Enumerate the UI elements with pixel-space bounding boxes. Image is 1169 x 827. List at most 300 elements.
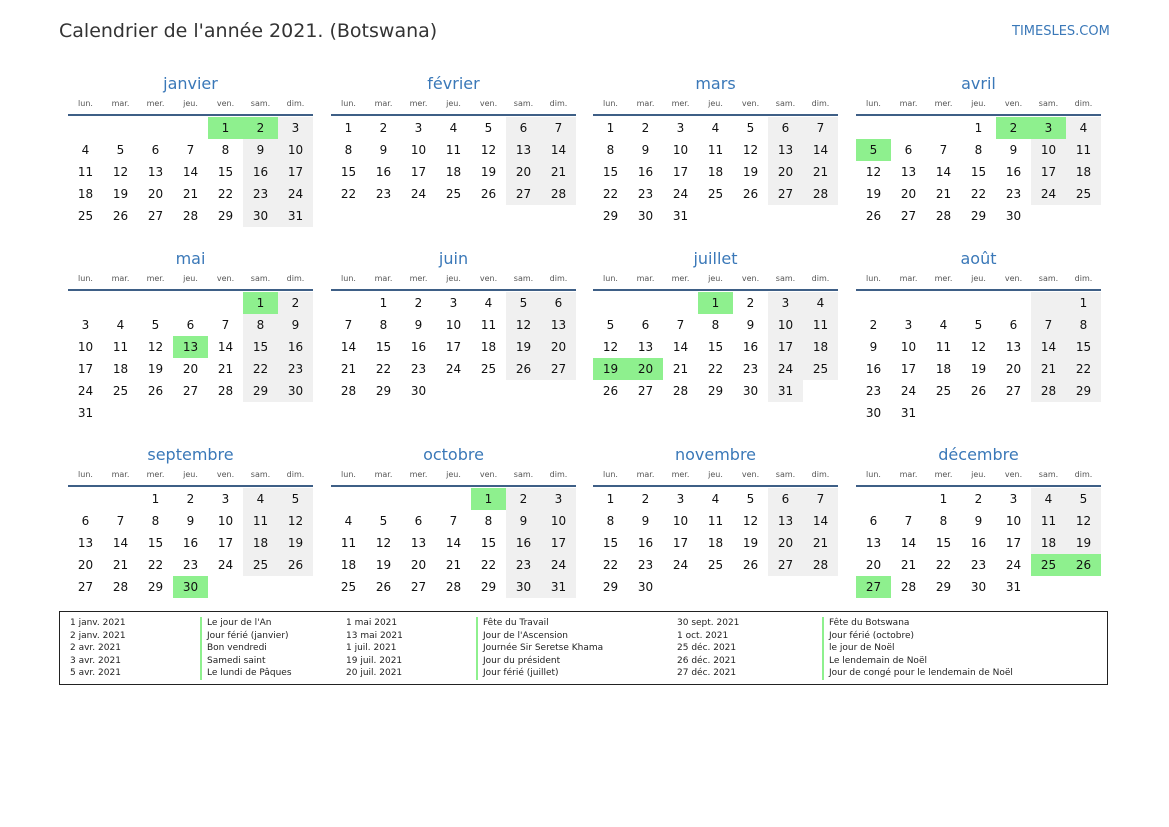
holiday-date: 19 juil. 2021	[346, 655, 403, 666]
weekday-label: mar.	[111, 274, 130, 283]
day-cell: 25	[340, 580, 357, 594]
day-cell: 26	[970, 384, 987, 398]
day-cell: 30	[410, 384, 427, 398]
weekday-label: mar.	[374, 274, 393, 283]
day-cell: 15	[602, 536, 619, 550]
day-cell: 25	[243, 554, 278, 576]
day-cell: 8	[344, 143, 353, 157]
month-divider	[856, 114, 1101, 116]
weekday-label: lun.	[603, 274, 618, 283]
weekday-label: mar.	[636, 274, 655, 283]
day-cell: 12	[147, 340, 164, 354]
day-blank	[593, 292, 628, 314]
day-cell: 22	[1066, 358, 1101, 380]
day-grid	[593, 292, 838, 402]
day-cell: 15	[375, 340, 392, 354]
weekday-label: dim.	[1074, 274, 1093, 283]
day-cell: 18	[1031, 532, 1066, 554]
day-cell: 3	[221, 492, 230, 506]
weekday-label: ven.	[741, 99, 760, 108]
day-cell: 22	[970, 187, 987, 201]
weekday-label: dim.	[549, 470, 568, 479]
month-4	[856, 73, 1101, 227]
day-cell: 30	[243, 205, 278, 227]
holiday-cell: 1	[698, 292, 733, 314]
day-cell: 11	[803, 314, 838, 336]
weekday-label: sam.	[250, 274, 271, 283]
day-cell: 3	[676, 492, 685, 506]
day-cell: 16	[506, 532, 541, 554]
day-cell: 21	[900, 558, 917, 572]
day-cell: 13	[900, 165, 917, 179]
day-cell: 17	[445, 340, 462, 354]
day-blank	[138, 292, 173, 314]
day-cell: 30	[637, 209, 654, 223]
day-cell: 16	[970, 536, 987, 550]
holiday-cell: 3	[1031, 117, 1066, 139]
day-cell: 19	[278, 532, 313, 554]
day-cell: 3	[676, 121, 685, 135]
weekday-label: dim.	[811, 274, 830, 283]
day-cell: 18	[340, 558, 357, 572]
holiday-cell: 1	[208, 117, 243, 139]
day-cell: 16	[742, 340, 759, 354]
day-cell: 19	[742, 165, 759, 179]
day-cell: 22	[935, 558, 952, 572]
day-blank	[628, 292, 663, 314]
day-cell: 15	[970, 165, 987, 179]
day-cell: 1	[344, 121, 353, 135]
day-cell: 22	[147, 558, 164, 572]
day-blank	[173, 292, 208, 314]
day-cell: 2	[414, 296, 423, 310]
day-blank	[331, 292, 366, 314]
day-cell: 20	[865, 558, 882, 572]
weekday-label: lun.	[866, 274, 881, 283]
day-cell: 21	[672, 362, 689, 376]
holiday-name: Le lundi de Pâques	[200, 667, 292, 680]
weekday-label: dim.	[286, 470, 305, 479]
day-cell: 19	[375, 558, 392, 572]
day-cell: 26	[147, 384, 164, 398]
month-name: avril	[961, 74, 996, 93]
weekday-label: ven.	[1004, 274, 1023, 283]
holiday-cell: 25	[1031, 554, 1066, 576]
day-cell: 12	[506, 314, 541, 336]
day-cell: 20	[147, 187, 164, 201]
day-cell: 3	[278, 117, 313, 139]
day-cell: 12	[742, 514, 759, 528]
day-cell: 24	[77, 384, 94, 398]
day-cell: 12	[742, 143, 759, 157]
month-name: janvier	[163, 74, 218, 93]
day-grid	[593, 488, 838, 598]
day-cell: 15	[935, 536, 952, 550]
day-blank	[856, 292, 891, 314]
day-cell: 27	[768, 554, 803, 576]
weekday-header	[331, 467, 576, 483]
day-cell: 23	[865, 384, 882, 398]
holiday-name: Fête du Travail	[476, 617, 549, 630]
weekday-label: jeu.	[971, 99, 986, 108]
day-cell: 14	[803, 510, 838, 532]
holiday-cell: 2	[996, 117, 1031, 139]
day-cell: 14	[112, 536, 129, 550]
day-cell: 12	[602, 340, 619, 354]
holiday-cell: 20	[628, 358, 663, 380]
day-cell: 21	[112, 558, 129, 572]
month-name: juin	[438, 249, 469, 268]
day-cell: 28	[340, 384, 357, 398]
day-cell: 14	[935, 165, 952, 179]
day-cell: 12	[865, 165, 882, 179]
month-divider	[593, 289, 838, 291]
day-cell: 3	[541, 488, 576, 510]
day-cell: 15	[147, 536, 164, 550]
day-cell: 19	[506, 336, 541, 358]
day-cell: 21	[541, 161, 576, 183]
day-cell: 2	[186, 492, 195, 506]
day-cell: 23	[278, 358, 313, 380]
day-cell: 4	[1031, 488, 1066, 510]
day-cell: 15	[243, 336, 278, 358]
day-cell: 19	[147, 362, 164, 376]
weekday-header	[68, 96, 313, 112]
day-cell: 22	[707, 362, 724, 376]
month-3	[593, 73, 838, 227]
day-cell: 6	[81, 514, 90, 528]
day-cell: 17	[541, 532, 576, 554]
day-cell: 3	[81, 318, 90, 332]
weekday-label: mer.	[409, 99, 428, 108]
weekday-header	[331, 96, 576, 112]
day-cell: 9	[278, 314, 313, 336]
day-cell: 26	[278, 554, 313, 576]
day-cell: 29	[1066, 380, 1101, 402]
weekday-label: mar.	[899, 274, 918, 283]
day-cell: 23	[243, 183, 278, 205]
day-blank	[663, 292, 698, 314]
day-cell: 13	[506, 139, 541, 161]
day-cell: 15	[1066, 336, 1101, 358]
day-cell: 4	[1066, 117, 1101, 139]
day-blank	[926, 292, 961, 314]
weekday-label: ven.	[1004, 470, 1023, 479]
weekday-label: lun.	[78, 99, 93, 108]
day-cell: 11	[243, 510, 278, 532]
weekday-label: mar.	[374, 470, 393, 479]
day-cell: 27	[77, 580, 94, 594]
day-cell: 12	[278, 510, 313, 532]
weekday-header	[856, 271, 1101, 287]
day-cell: 25	[803, 358, 838, 380]
day-cell: 30	[970, 580, 987, 594]
holiday-cell: 13	[173, 336, 208, 358]
holiday-cell: 19	[593, 358, 628, 380]
day-cell: 31	[672, 209, 689, 223]
day-cell: 26	[480, 187, 497, 201]
month-divider	[856, 289, 1101, 291]
day-cell: 24	[278, 183, 313, 205]
holiday-name: Bon vendredi	[200, 642, 267, 655]
day-cell: 26	[375, 580, 392, 594]
day-cell: 31	[541, 576, 576, 598]
day-cell: 3	[1009, 492, 1018, 506]
month-name: mars	[695, 74, 736, 93]
weekday-label: dim.	[549, 274, 568, 283]
day-cell: 3	[904, 318, 913, 332]
day-cell: 13	[77, 536, 94, 550]
day-cell: 8	[151, 514, 160, 528]
day-cell: 25	[445, 187, 462, 201]
day-cell: 16	[1005, 165, 1022, 179]
day-cell: 1	[606, 121, 615, 135]
day-cell: 7	[676, 318, 685, 332]
day-cell: 8	[939, 514, 948, 528]
day-cell: 12	[112, 165, 129, 179]
day-grid	[331, 292, 576, 402]
day-cell: 21	[1031, 358, 1066, 380]
day-cell: 8	[711, 318, 720, 332]
brand-link[interactable]: TIMESLES.COM	[1012, 24, 1110, 39]
day-cell: 7	[221, 318, 230, 332]
day-cell: 19	[970, 362, 987, 376]
holiday-name: Le lendemain de Noël	[822, 655, 927, 668]
day-cell: 24	[672, 558, 689, 572]
holiday-date: 2 janv. 2021	[70, 630, 126, 641]
day-cell: 18	[77, 187, 94, 201]
day-grid	[856, 292, 1101, 424]
day-cell: 2	[278, 292, 313, 314]
day-cell: 27	[182, 384, 199, 398]
weekday-label: dim.	[1074, 99, 1093, 108]
day-cell: 20	[1005, 362, 1022, 376]
day-cell: 28	[900, 580, 917, 594]
day-cell: 4	[243, 488, 278, 510]
day-cell: 23	[637, 558, 654, 572]
day-cell: 21	[340, 362, 357, 376]
day-cell: 10	[672, 514, 689, 528]
day-cell: 5	[278, 488, 313, 510]
day-cell: 9	[869, 340, 878, 354]
day-cell: 5	[484, 121, 493, 135]
holiday-name: Le jour de l'An	[200, 617, 271, 630]
day-cell: 6	[768, 488, 803, 510]
holiday-date: 2 avr. 2021	[70, 643, 121, 653]
day-cell: 4	[939, 318, 948, 332]
day-cell: 31	[1005, 580, 1022, 594]
month-name: mai	[175, 249, 206, 268]
day-cell: 4	[484, 296, 493, 310]
day-cell: 28	[182, 209, 199, 223]
holiday-date: 5 avr. 2021	[70, 668, 121, 678]
day-cell: 7	[803, 488, 838, 510]
weekday-label: jeu.	[708, 274, 723, 283]
day-cell: 4	[449, 121, 458, 135]
day-blank	[331, 488, 366, 510]
weekday-label: sam.	[1038, 99, 1059, 108]
day-cell: 6	[768, 117, 803, 139]
day-grid	[331, 488, 576, 598]
holiday-date: 1 oct. 2021	[677, 630, 729, 641]
day-cell: 26	[865, 209, 882, 223]
day-cell: 2	[869, 318, 878, 332]
day-cell: 24	[445, 362, 462, 376]
day-cell: 11	[1031, 510, 1066, 532]
weekday-label: sam.	[775, 99, 796, 108]
day-cell: 14	[672, 340, 689, 354]
month-7	[593, 248, 838, 402]
weekday-label: mer.	[146, 274, 165, 283]
day-cell: 22	[243, 358, 278, 380]
day-cell: 16	[637, 165, 654, 179]
day-cell: 22	[217, 187, 234, 201]
weekday-label: jeu.	[708, 99, 723, 108]
day-cell: 25	[1066, 183, 1101, 205]
month-9	[68, 444, 313, 598]
weekday-label: dim.	[811, 470, 830, 479]
day-cell: 17	[900, 362, 917, 376]
weekday-label: mer.	[934, 470, 953, 479]
day-cell: 29	[935, 580, 952, 594]
holiday-name: Jour férié (octobre)	[822, 630, 914, 643]
weekday-label: mar.	[899, 470, 918, 479]
day-cell: 28	[672, 384, 689, 398]
weekday-label: mar.	[899, 99, 918, 108]
holiday-date: 27 déc. 2021	[677, 668, 737, 678]
day-cell: 17	[278, 161, 313, 183]
day-cell: 5	[506, 292, 541, 314]
day-cell: 27	[637, 384, 654, 398]
day-cell: 10	[768, 314, 803, 336]
weekday-label: mar.	[374, 99, 393, 108]
day-cell: 14	[340, 340, 357, 354]
day-cell: 28	[935, 209, 952, 223]
weekday-label: mer.	[934, 274, 953, 283]
day-cell: 28	[803, 554, 838, 576]
day-cell: 15	[707, 340, 724, 354]
day-cell: 25	[935, 384, 952, 398]
day-cell: 7	[449, 514, 458, 528]
day-cell: 11	[77, 165, 94, 179]
weekday-header	[68, 467, 313, 483]
day-cell: 19	[112, 187, 129, 201]
day-cell: 6	[641, 318, 650, 332]
day-cell: 2	[379, 121, 388, 135]
day-cell: 8	[243, 314, 278, 336]
day-grid	[593, 117, 838, 227]
weekday-label: ven.	[479, 274, 498, 283]
day-cell: 12	[480, 143, 497, 157]
day-cell: 23	[742, 362, 759, 376]
day-cell: 14	[182, 165, 199, 179]
day-cell: 6	[414, 514, 423, 528]
weekday-label: dim.	[1074, 470, 1093, 479]
holiday-name: le jour de Noël	[822, 642, 895, 655]
day-cell: 17	[410, 165, 427, 179]
day-cell: 16	[375, 165, 392, 179]
day-blank	[103, 117, 138, 139]
weekday-header	[593, 271, 838, 287]
day-cell: 11	[707, 143, 724, 157]
day-cell: 24	[900, 384, 917, 398]
weekday-label: jeu.	[446, 99, 461, 108]
day-cell: 20	[77, 558, 94, 572]
day-cell: 29	[707, 384, 724, 398]
day-cell: 21	[803, 161, 838, 183]
day-cell: 9	[641, 514, 650, 528]
weekday-header	[856, 96, 1101, 112]
weekday-label: dim.	[549, 99, 568, 108]
month-name: septembre	[147, 445, 234, 464]
weekday-label: sam.	[775, 274, 796, 283]
day-cell: 30	[1005, 209, 1022, 223]
day-cell: 22	[602, 187, 619, 201]
holiday-date: 1 juil. 2021	[346, 643, 397, 653]
day-cell: 21	[182, 187, 199, 201]
day-cell: 27	[506, 183, 541, 205]
day-cell: 1	[939, 492, 948, 506]
day-cell: 29	[970, 209, 987, 223]
day-cell: 24	[541, 554, 576, 576]
day-cell: 9	[506, 510, 541, 532]
weekday-label: sam.	[250, 99, 271, 108]
day-cell: 13	[541, 314, 576, 336]
day-cell: 5	[606, 318, 615, 332]
day-cell: 15	[480, 536, 497, 550]
holiday-date: 3 avr. 2021	[70, 655, 121, 666]
day-cell: 27	[1005, 384, 1022, 398]
day-blank	[961, 292, 996, 314]
day-cell: 6	[186, 318, 195, 332]
day-cell: 5	[1066, 488, 1101, 510]
weekday-label: dim.	[811, 99, 830, 108]
day-cell: 16	[278, 336, 313, 358]
day-cell: 11	[480, 318, 497, 332]
month-divider	[331, 114, 576, 116]
day-grid	[856, 488, 1101, 598]
day-cell: 25	[707, 187, 724, 201]
day-cell: 10	[1031, 139, 1066, 161]
weekday-label: lun.	[866, 99, 881, 108]
weekday-label: jeu.	[183, 99, 198, 108]
holiday-name: Jour férié (juillet)	[476, 667, 559, 680]
day-cell: 30	[865, 406, 882, 420]
month-2	[331, 73, 576, 205]
month-8	[856, 248, 1101, 424]
weekday-label: jeu.	[183, 470, 198, 479]
day-cell: 5	[151, 318, 160, 332]
day-cell: 14	[803, 139, 838, 161]
day-cell: 22	[375, 362, 392, 376]
day-cell: 18	[243, 532, 278, 554]
day-cell: 19	[742, 536, 759, 550]
month-1	[68, 73, 313, 227]
weekday-label: mer.	[671, 99, 690, 108]
day-cell: 17	[672, 165, 689, 179]
day-cell: 11	[340, 536, 357, 550]
weekday-label: jeu.	[708, 470, 723, 479]
day-cell: 9	[974, 514, 983, 528]
month-divider	[856, 485, 1101, 487]
day-cell: 30	[637, 580, 654, 594]
weekday-label: lun.	[341, 99, 356, 108]
month-divider	[68, 485, 313, 487]
day-cell: 9	[243, 139, 278, 161]
weekday-label: ven.	[479, 99, 498, 108]
day-cell: 5	[974, 318, 983, 332]
weekday-header	[593, 96, 838, 112]
